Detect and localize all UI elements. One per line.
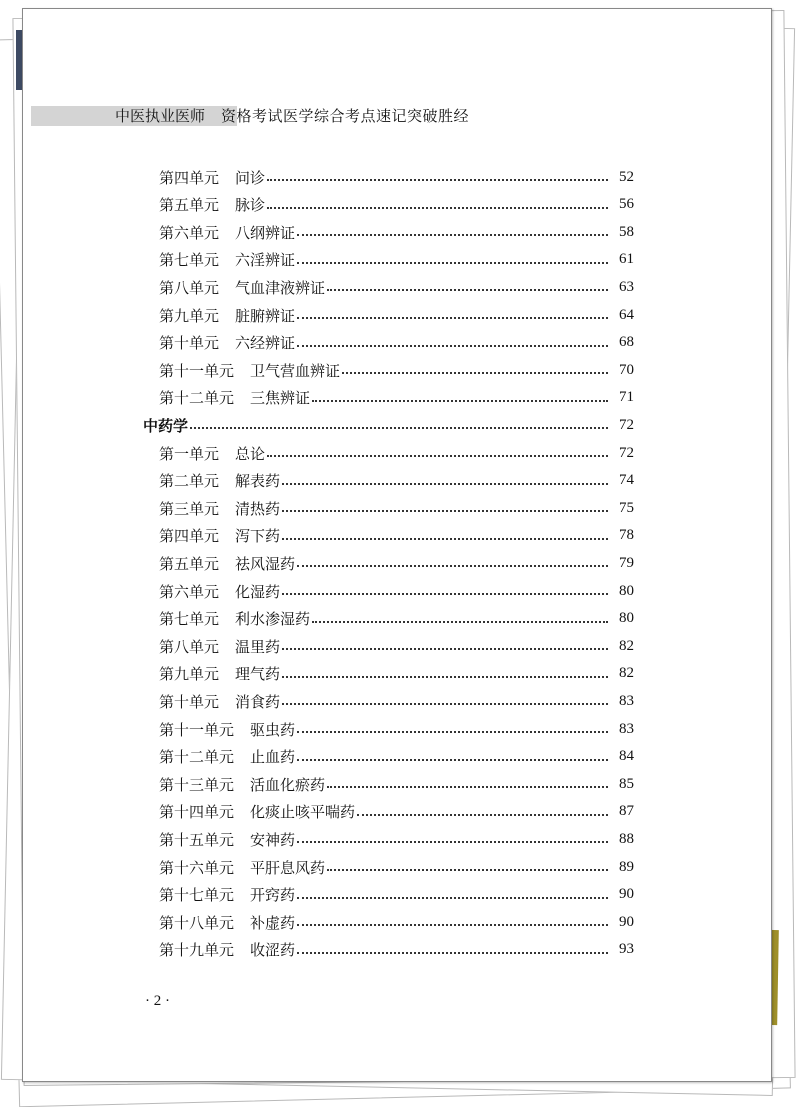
dot-leader [327, 289, 608, 291]
dot-leader [327, 786, 608, 788]
toc-unit-label: 第四单元 [159, 527, 220, 546]
toc-unit-label: 第八单元 [159, 637, 220, 656]
toc-page-number: 83 [619, 692, 634, 709]
dot-leader [327, 869, 608, 871]
toc-page-number: 93 [619, 941, 634, 958]
toc-entry [159, 607, 634, 631]
toc-page-number: 56 [619, 196, 634, 213]
dot-leader [312, 621, 608, 623]
toc-unit-label: 第十单元 [159, 334, 220, 353]
dot-leader [297, 841, 608, 843]
toc-page-number: 89 [619, 858, 634, 875]
dot-leader [312, 400, 608, 402]
toc-unit-label: 第五单元 [159, 196, 220, 215]
toc-page-number: 80 [619, 582, 634, 599]
toc-page-number: 90 [619, 913, 634, 930]
toc-title: 三焦辨证 [250, 389, 311, 408]
dot-leader [297, 897, 608, 899]
dot-leader [267, 207, 608, 209]
toc-title: 收涩药 [250, 941, 296, 960]
toc-entry [159, 772, 634, 796]
dot-leader [342, 372, 608, 374]
toc-title: 中药学 [143, 416, 189, 435]
toc-page-number: 88 [619, 830, 634, 847]
toc-title: 脉诊 [235, 196, 266, 215]
running-header [31, 105, 771, 127]
toc-unit-label: 第七单元 [159, 251, 220, 270]
toc-entry [159, 634, 634, 658]
toc-entry [159, 883, 634, 907]
toc-title: 活血化瘀药 [250, 775, 326, 794]
toc-title: 驱虫药 [250, 720, 296, 739]
dot-leader [297, 759, 608, 761]
toc-entry [159, 910, 634, 934]
toc-page-number: 82 [619, 637, 634, 654]
toc-page-number: 64 [619, 306, 634, 323]
toc-entry [159, 827, 634, 851]
toc-entry [159, 800, 634, 824]
toc-entry [159, 717, 634, 741]
toc-title: 脏腑辨证 [235, 306, 296, 325]
toc-entry [159, 358, 634, 382]
dot-leader [297, 731, 608, 733]
toc-page-number: 82 [619, 665, 634, 682]
dot-leader [267, 179, 608, 181]
toc-unit-label: 第十九单元 [159, 941, 235, 960]
document-page [22, 8, 772, 1082]
dot-leader [297, 952, 608, 954]
toc-title: 泻下药 [235, 527, 281, 546]
toc-page-number: 74 [619, 472, 634, 489]
toc-page-number: 72 [619, 416, 634, 433]
toc-title: 总论 [235, 444, 266, 463]
toc-unit-label: 第十一单元 [159, 361, 235, 380]
toc-title: 祛风湿药 [235, 554, 296, 573]
toc-title: 安神药 [250, 830, 296, 849]
toc-title: 利水渗湿药 [235, 610, 311, 629]
toc-unit-label: 第五单元 [159, 554, 220, 573]
toc-page-number: 63 [619, 278, 634, 295]
toc-page-number: 70 [619, 361, 634, 378]
toc-section-entry [143, 413, 634, 437]
toc-unit-label: 第四单元 [159, 168, 220, 187]
toc-page-number: 83 [619, 720, 634, 737]
toc-title: 温里药 [235, 637, 281, 656]
toc-title: 开窍药 [250, 886, 296, 905]
toc-title: 六经辨证 [235, 334, 296, 353]
dot-leader [297, 262, 608, 264]
toc-entry [159, 469, 634, 493]
toc-entry [159, 386, 634, 410]
header-book-title: 资格考试医学综合考点速记突破胜经 [221, 107, 470, 125]
toc-title: 气血津液辨证 [235, 278, 326, 297]
toc-unit-label: 第三单元 [159, 499, 220, 518]
dot-leader [297, 234, 608, 236]
toc-page-number: 78 [619, 527, 634, 544]
toc-page-number: 52 [619, 168, 634, 185]
toc-entry [159, 441, 634, 465]
dot-leader [297, 924, 608, 926]
toc-unit-label: 第九单元 [159, 306, 220, 325]
toc-page-number: 75 [619, 499, 634, 516]
toc-entry [159, 524, 634, 548]
toc-title: 问诊 [235, 168, 266, 187]
toc-entry [159, 662, 634, 686]
toc-unit-label: 第六单元 [159, 582, 220, 601]
toc-title: 补虚药 [250, 913, 296, 932]
toc-page-number: 87 [619, 803, 634, 820]
toc-page-number: 90 [619, 886, 634, 903]
toc-unit-label: 第八单元 [159, 278, 220, 297]
toc-entry [159, 331, 634, 355]
toc-title: 化湿药 [235, 582, 281, 601]
toc-entry [159, 745, 634, 769]
toc-page-number: 84 [619, 748, 634, 765]
toc-title: 卫气营血辨证 [250, 361, 341, 380]
dot-leader [297, 565, 608, 567]
toc-title: 消食药 [235, 692, 281, 711]
toc-entry [159, 248, 634, 272]
toc-entry [159, 579, 634, 603]
toc-entry [159, 165, 634, 189]
toc-unit-label: 第十七单元 [159, 886, 235, 905]
toc-entry [159, 275, 634, 299]
dot-leader [282, 648, 608, 650]
dot-leader [267, 455, 608, 457]
toc-unit-label: 第十五单元 [159, 830, 235, 849]
toc-title: 清热药 [235, 499, 281, 518]
toc-unit-label: 第十四单元 [159, 803, 235, 822]
toc-title: 解表药 [235, 472, 281, 491]
toc-entry [159, 193, 634, 217]
toc-unit-label: 第二单元 [159, 472, 220, 491]
toc-entry [159, 855, 634, 879]
toc-unit-label: 第十三单元 [159, 775, 235, 794]
toc-entry [159, 496, 634, 520]
toc-unit-label: 第十六单元 [159, 858, 235, 877]
dot-leader [297, 345, 608, 347]
toc-title: 理气药 [235, 665, 281, 684]
toc-entry [159, 938, 634, 962]
toc-unit-label: 第十八单元 [159, 913, 235, 932]
toc-page-number: 58 [619, 223, 634, 240]
toc-title: 止血药 [250, 748, 296, 767]
toc-title: 化痰止咳平喘药 [250, 803, 356, 822]
toc-entry [159, 220, 634, 244]
dot-leader [282, 510, 608, 512]
toc-unit-label: 第九单元 [159, 665, 220, 684]
toc-page-number: 79 [619, 554, 634, 571]
toc-entry [159, 303, 634, 327]
dot-leader [282, 676, 608, 678]
toc-page-number: 61 [619, 251, 634, 268]
toc-unit-label: 第十单元 [159, 692, 220, 711]
toc-unit-label: 第十二单元 [159, 748, 235, 767]
toc-unit-label: 第十一单元 [159, 720, 235, 739]
toc-page-number: 72 [619, 444, 634, 461]
dot-leader [282, 483, 608, 485]
toc-title: 八纲辨证 [235, 223, 296, 242]
dot-leader [190, 427, 608, 429]
page-number: · 2 · [145, 993, 170, 1009]
toc-entry [159, 689, 634, 713]
header-series-title: 中医执业医师 [115, 107, 206, 125]
toc-page-number: 85 [619, 775, 634, 792]
toc-unit-label: 第七单元 [159, 610, 220, 629]
dot-leader [282, 703, 608, 705]
toc-title: 平肝息风药 [250, 858, 326, 877]
dot-leader [357, 814, 608, 816]
toc-page-number: 80 [619, 610, 634, 627]
toc-page-number: 71 [619, 389, 634, 406]
toc-entry [159, 551, 634, 575]
toc-unit-label: 第六单元 [159, 223, 220, 242]
dot-leader [282, 593, 608, 595]
toc-unit-label: 第一单元 [159, 444, 220, 463]
toc-unit-label: 第十二单元 [159, 389, 235, 408]
toc-title: 六淫辨证 [235, 251, 296, 270]
dot-leader [282, 538, 608, 540]
dot-leader [297, 317, 608, 319]
toc-page-number: 68 [619, 334, 634, 351]
